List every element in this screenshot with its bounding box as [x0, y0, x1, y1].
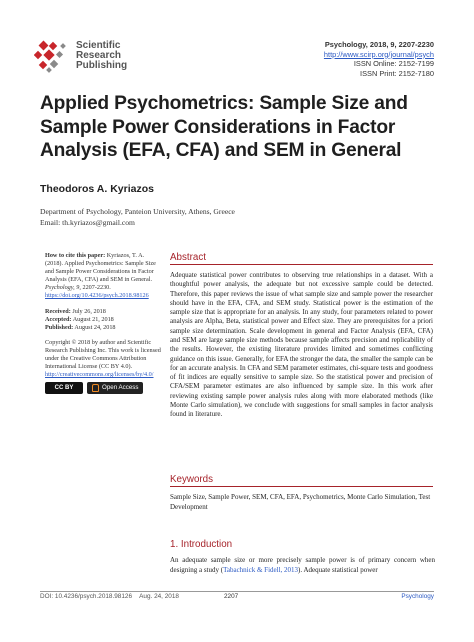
open-access-lock-icon	[92, 384, 99, 392]
published-date	[45, 324, 163, 332]
page-number: 2207	[224, 593, 239, 600]
keywords-divider	[170, 486, 433, 487]
how-to-cite	[45, 252, 163, 301]
cite-label: How to cite this paper:	[45, 252, 106, 259]
cite-doi-link[interactable]: https://doi.org/10.4236/psych.2018.98126	[45, 292, 149, 300]
license-badges	[45, 382, 163, 394]
paper-title: Applied Psychometrics: Sample Size and Sample Power Considerations in Factor Analysis (EFA, CFA) and SEM in General	[40, 93, 408, 162]
intro-text-start: An adequate sample size or more precisely sample power is of primary concern when designing a study (	[170, 556, 435, 575]
publisher-name-line: Scientific	[76, 40, 121, 51]
publisher-name-line: Publishing	[76, 60, 128, 71]
introduction-heading: 1. Introduction	[170, 539, 233, 550]
introduction-text	[170, 555, 435, 576]
cite-text: Kyriazos, T. A. (2018). Applied Psychometrics: Sample Size and Sample Power Considerations in Factor Analysis (EFA, CFA) and SEM in General.	[45, 252, 156, 284]
cite-pages: 2207-2230.	[82, 284, 111, 292]
keywords-text: Sample Size, Sample Power, SEM, CFA, EFA, Psychometrics, Monte Carlo Simulation, Test Development	[170, 493, 431, 511]
abstract-heading: Abstract	[170, 252, 206, 263]
article-info-sidebar	[45, 252, 163, 394]
footer-divider	[40, 591, 434, 592]
author-name: Theodoros A. Kyriazos	[40, 183, 154, 195]
issn-print: ISSN Print: 2152-7180	[360, 68, 434, 78]
accepted-label: Accepted:	[45, 315, 72, 323]
affiliation-block	[40, 207, 235, 228]
srp-logo-icon	[34, 40, 68, 74]
keywords-heading: Keywords	[170, 474, 214, 485]
issn-online: ISSN Online: 2152-7199	[353, 59, 434, 68]
footer-doi: DOI: 10.4236/psych.2018.98126	[40, 593, 133, 600]
journal-url-link[interactable]: http://www.scirp.org/journal/psych	[323, 49, 434, 59]
affiliation: Department of Psychology, Panteion University, Athens, Greece	[40, 207, 235, 216]
footer-date: Aug. 24, 2018	[139, 593, 179, 600]
publisher-name-line: Research	[76, 50, 122, 61]
accepted-value: August 21, 2018	[72, 315, 114, 323]
journal-citation: Psychology, 2018, 9, 2207-2230	[324, 40, 434, 49]
cc-by-badge[interactable]: CC BY	[45, 382, 83, 394]
cite-journal: Psychology, 9,	[45, 284, 81, 292]
journal-meta	[324, 40, 434, 78]
published-value: August 24, 2018	[74, 323, 116, 331]
received-label: Received:	[45, 307, 71, 315]
publisher-name	[76, 41, 127, 71]
open-access-badge[interactable]	[87, 382, 143, 394]
received-date	[45, 308, 163, 316]
abstract-text: Adequate statistical power contributes to observing true relationships in a dataset. With a thoughtful power analysis, the adequate but not excessive sample could be detected. Therefore, this paper reviews the issue of what sample size and sample power the researcher should have in the EFA, CFA, and SEM study. Statistical power is the estimation of the sample size that is appropriate for an analysis. In any study, four parameters related to power analysis are Alpha, Beta, statistical power and Effect size. They are prerequisites for a priori sample size determination. Scale development in general and Factor Analysis (EFA, CFA) and SEM are large sample size methods because sample affects precision and replicability of the results. However, the existing literature provides limited and sometimes conflicting guidance on this issue. Generally, for EFA the stronger the data, the smaller the sample can be for an accurate analysis. In CFA and SEM parameter estimates, chi-square tests and goodness of fit indices are equally sensitive to sample size. So the statistical power and precision of CFA/SEM parameter estimates are also influenced by sample size. In this work after reviewing existing sample power analysis rules along with more elaborated methods (like Monte Carlo simulation), we conclude with suggestions for small samples in factor analysis found in literature.	[170, 271, 433, 419]
footer-doi-date	[40, 593, 179, 600]
published-label: Published:	[45, 323, 74, 331]
open-access-label: Open Access	[102, 384, 139, 392]
intro-text-end: ). Adequate statistical power	[298, 566, 378, 575]
author-email: Email: th.kyriazos@gmail.com	[40, 217, 135, 227]
footer-journal: Psychology	[401, 593, 434, 600]
received-value: July 26, 2018	[72, 307, 106, 315]
accepted-date	[45, 316, 163, 324]
copyright-notice: Copyright © 2018 by author and Scientific Research Publishing Inc. This work is licensed under the Creative Commons Attribution International License (CC BY 4.0).	[45, 338, 161, 371]
license-link[interactable]: http://creativecommons.org/licenses/by/4.0/	[45, 371, 154, 379]
intro-reference-link[interactable]: Tabachnick & Fidell, 2013	[223, 566, 299, 575]
abstract-divider	[170, 264, 433, 265]
